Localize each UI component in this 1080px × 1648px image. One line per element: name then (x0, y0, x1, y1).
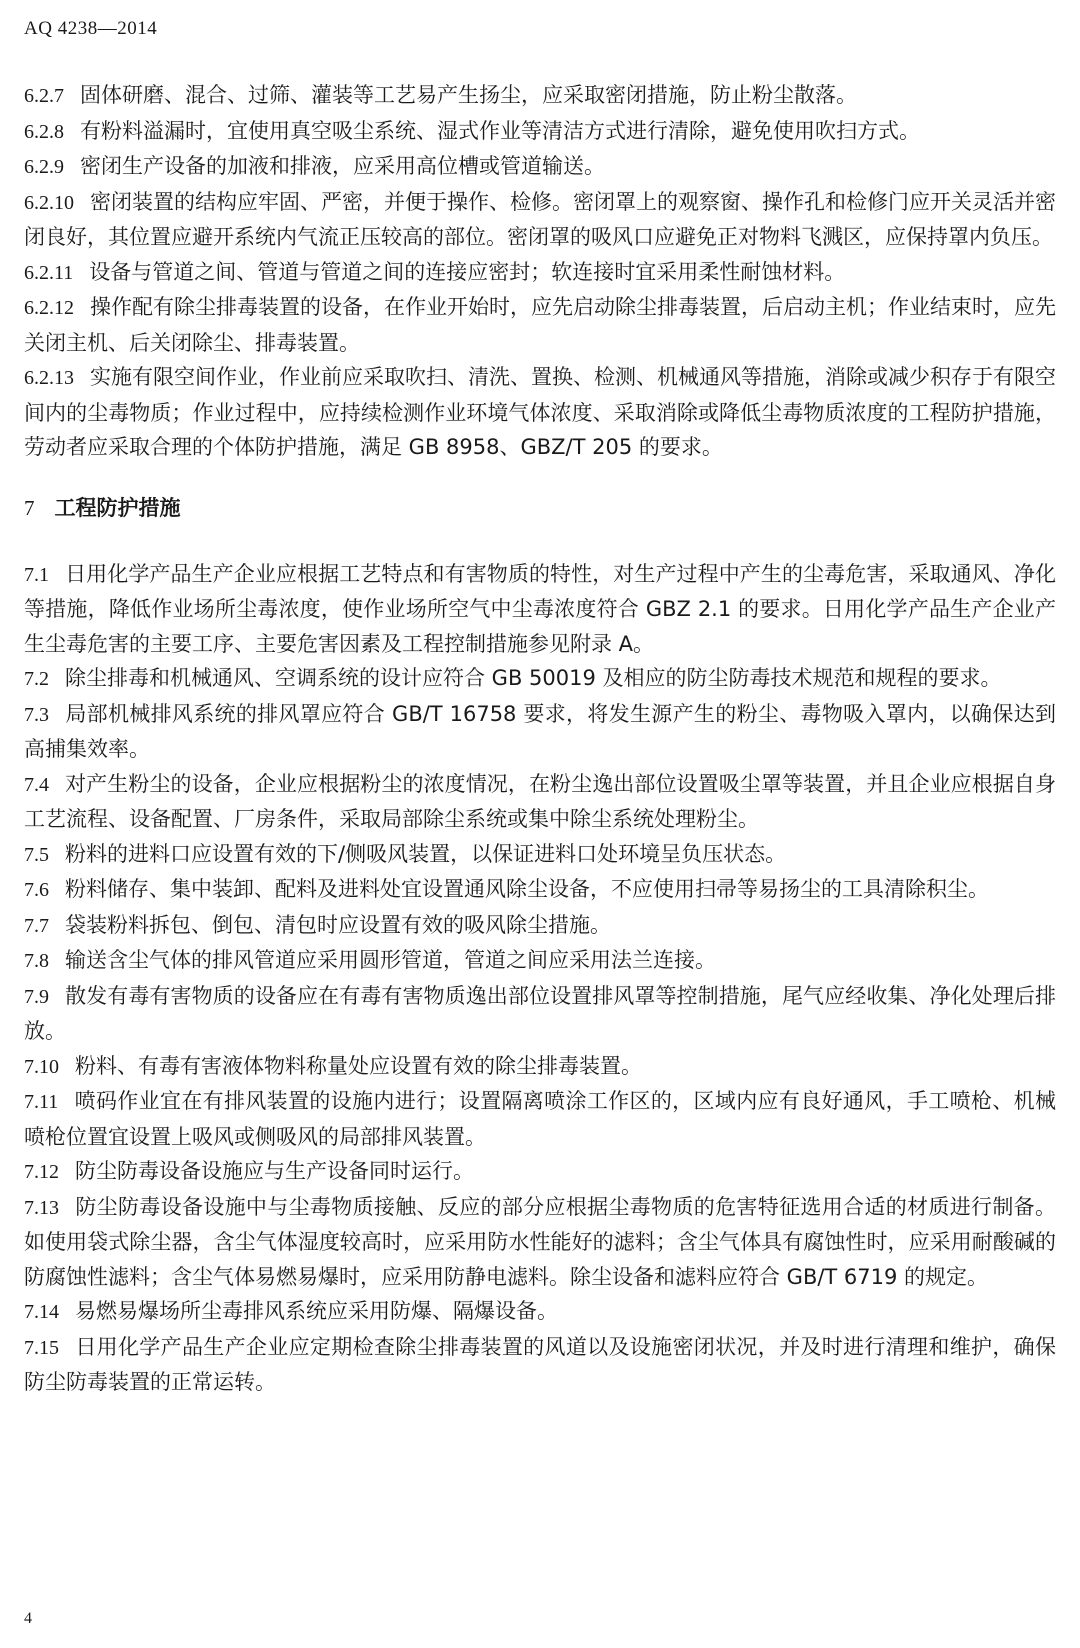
clause (24, 1330, 1056, 1400)
clause (24, 1294, 1056, 1330)
clause-text: 散发有毒有害物质的设备应在有毒有害物质逸出部位设置排风罩等控制措施，尾气应经收集、净化处理后排放。 (24, 983, 1056, 1043)
clause-number: 7.13 (24, 1196, 59, 1219)
clause-text: 设备与管道之间、管道与管道之间的连接应密封；软连接时宜采用柔性耐蚀材料。 (89, 259, 846, 284)
section-number: 7 (24, 495, 35, 520)
clause-number: 7.7 (24, 914, 49, 937)
clause (24, 1190, 1056, 1295)
clause (24, 979, 1056, 1049)
clause-text: 操作配有除尘排毒装置的设备，在作业开始时，应先启动除尘排毒装置，后启动主机；作业结束时，应先关闭主机、后关闭除尘、排毒装置。 (24, 295, 1056, 355)
clause-text: 粉料储存、集中装卸、配料及进料处宜设置通风除尘设备，不应使用扫帚等易扬尘的工具清除积尘。 (65, 877, 989, 901)
clause-number: 6.2.13 (24, 367, 74, 389)
clause-number: 7.3 (24, 703, 49, 726)
clause-text: 输送含尘气体的排风管道应采用圆形管道，管道之间应采用法兰连接。 (65, 948, 716, 972)
clause (24, 661, 1056, 697)
clause-number: 7.6 (24, 879, 49, 901)
clause-number: 7.12 (24, 1161, 59, 1183)
clause-number: 7.1 (24, 563, 49, 586)
clause-text: 对产生粉尘的设备，企业应根据粉尘的浓度情况，在粉尘逸出部位设置吸尘罩等装置，并且企业应根据自身工艺流程、设备配置、厂房条件，采取局部除尘系统或集中除尘系统处理粉尘。 (24, 771, 1056, 831)
clause (24, 255, 1056, 291)
clause-text: 粉料、有毒有害液体物料称量处应设置有效的除尘排毒装置。 (75, 1053, 642, 1078)
clause (24, 1084, 1056, 1154)
clause (24, 149, 1056, 185)
clause-number: 6.2.10 (24, 191, 74, 214)
standard-code: AQ 4238—2014 (24, 18, 158, 39)
clause (24, 185, 1056, 255)
clause-number: 6.2.12 (24, 297, 74, 319)
page-number: 4 (24, 1610, 32, 1627)
clause (24, 557, 1056, 662)
clause-number: 7.2 (24, 668, 49, 690)
clause-text: 袋装粉料拆包、倒包、清包时应设置有效的吸风除尘措施。 (65, 912, 611, 937)
clause-number: 7.5 (24, 843, 49, 866)
clause (24, 872, 1056, 908)
clause (24, 697, 1056, 767)
clause-text: 日用化学产品生产企业应根据工艺特点和有害物质的特性，对生产过程中产生的尘毒危害，采取通风、净化等措施，降低作业场所尘毒浓度，使作业场所空气中尘毒浓度符合 GBZ 2.1 的要求。日用化学产品生产企业产生尘毒危害的主要工序、主要危害因素及工程控制措施参见附录 A。 (24, 561, 1056, 656)
clause (24, 1049, 1056, 1085)
clause-text: 密闭生产设备的加液和排液，应采用高位槽或管道输送。 (80, 154, 605, 178)
clause (24, 767, 1056, 837)
clause (24, 360, 1056, 465)
clause (24, 837, 1056, 873)
clause-number: 7.11 (24, 1091, 59, 1113)
clause-text: 日用化学产品生产企业应定期检查除尘排毒装置的风道以及设施密闭状况，并及时进行清理和维护，确保防尘防毒装置的正常运转。 (24, 1334, 1056, 1394)
clause (24, 943, 1056, 979)
section-heading (24, 491, 1056, 525)
clause (24, 78, 1056, 114)
clause-text: 实施有限空间作业，作业前应采取吹扫、清洗、置换、检测、机械通风等措施，消除或减少积存于有限空间内的尘毒物质；作业过程中，应持续检测作业环境气体浓度、采取消除或降低尘毒物质浓度的工程防护措施，劳动者应采取合理的个体防护措施，满足 GB 8958、GBZ/T 205 的要求。 (24, 365, 1056, 459)
clause-number: 7.8 (24, 950, 49, 972)
clause (24, 114, 1056, 150)
clause-text: 易燃易爆场所尘毒排风系统应采用防爆、隔爆设备。 (75, 1299, 558, 1323)
clause-text: 密闭装置的结构应牢固、严密，并便于操作、检修。密闭罩上的观察窗、操作孔和检修门应开关灵活并密闭良好，其位置应避开系统内气流正压较高的部位。密闭罩的吸风口应避免正对物料飞溅区，应保持罩内负压。 (24, 189, 1056, 249)
clauses-7 (24, 557, 1056, 1400)
clause-number: 7.4 (24, 773, 49, 796)
clause-number: 7.14 (24, 1301, 59, 1323)
clause-text: 有粉料溢漏时，宜使用真空吸尘系统、湿式作业等清洁方式进行清除，避免使用吹扫方式。 (80, 118, 920, 143)
clause-number: 6.2.9 (24, 156, 64, 178)
clause-text: 粉料的进料口应设置有效的下/侧吸风装置，以保证进料口处环境呈负压状态。 (65, 841, 787, 866)
clause-number: 7.9 (24, 985, 49, 1008)
clause-text: 防尘防毒设备设施中与尘毒物质接触、反应的部分应根据尘毒物质的危害特征选用合适的材质进行制备。如使用袋式除尘器，含尘气体湿度较高时，应采用防水性能好的滤料；含尘气体具有腐蚀性时，应采用耐酸碱的防腐蚀性滤料；含尘气体易燃易爆时，应采用防静电滤料。除尘设备和滤料应符合 GB/T 6719 的规定。 (24, 1194, 1056, 1289)
clause-text: 防尘防毒设备设施应与生产设备同时运行。 (75, 1159, 474, 1183)
clause-number: 6.2.7 (24, 85, 64, 107)
clauses-6-2 (24, 78, 1056, 465)
clause (24, 290, 1056, 360)
clause-number: 6.2.11 (24, 261, 74, 284)
document-page (24, 18, 1060, 1628)
clause (24, 1154, 1056, 1190)
clause-text: 固体研磨、混合、过筛、灌装等工艺易产生扬尘，应采取密闭措施，防止粉尘散落。 (80, 83, 857, 107)
clause-text: 局部机械排风系统的排风罩应符合 GB/T 16758 要求，将发生源产生的粉尘、毒物吸入罩内，以确保达到高捕集效率。 (24, 701, 1056, 761)
clause-number: 6.2.8 (24, 120, 64, 143)
clause-text: 喷码作业宜在有排风装置的设施内进行；设置隔离喷涂工作区的，区域内应有良好通风，手工喷枪、机械喷枪位置宜设置上吸风或侧吸风的局部排风装置。 (24, 1089, 1056, 1149)
section-title: 工程防护措施 (54, 495, 181, 520)
clause-number: 7.15 (24, 1336, 59, 1359)
clause-number: 7.10 (24, 1055, 59, 1078)
clause (24, 908, 1056, 944)
clause-text: 除尘排毒和机械通风、空调系统的设计应符合 GB 50019 及相应的防尘防毒技术规范和规程的要求。 (65, 666, 1002, 690)
document-body (24, 78, 1056, 1400)
